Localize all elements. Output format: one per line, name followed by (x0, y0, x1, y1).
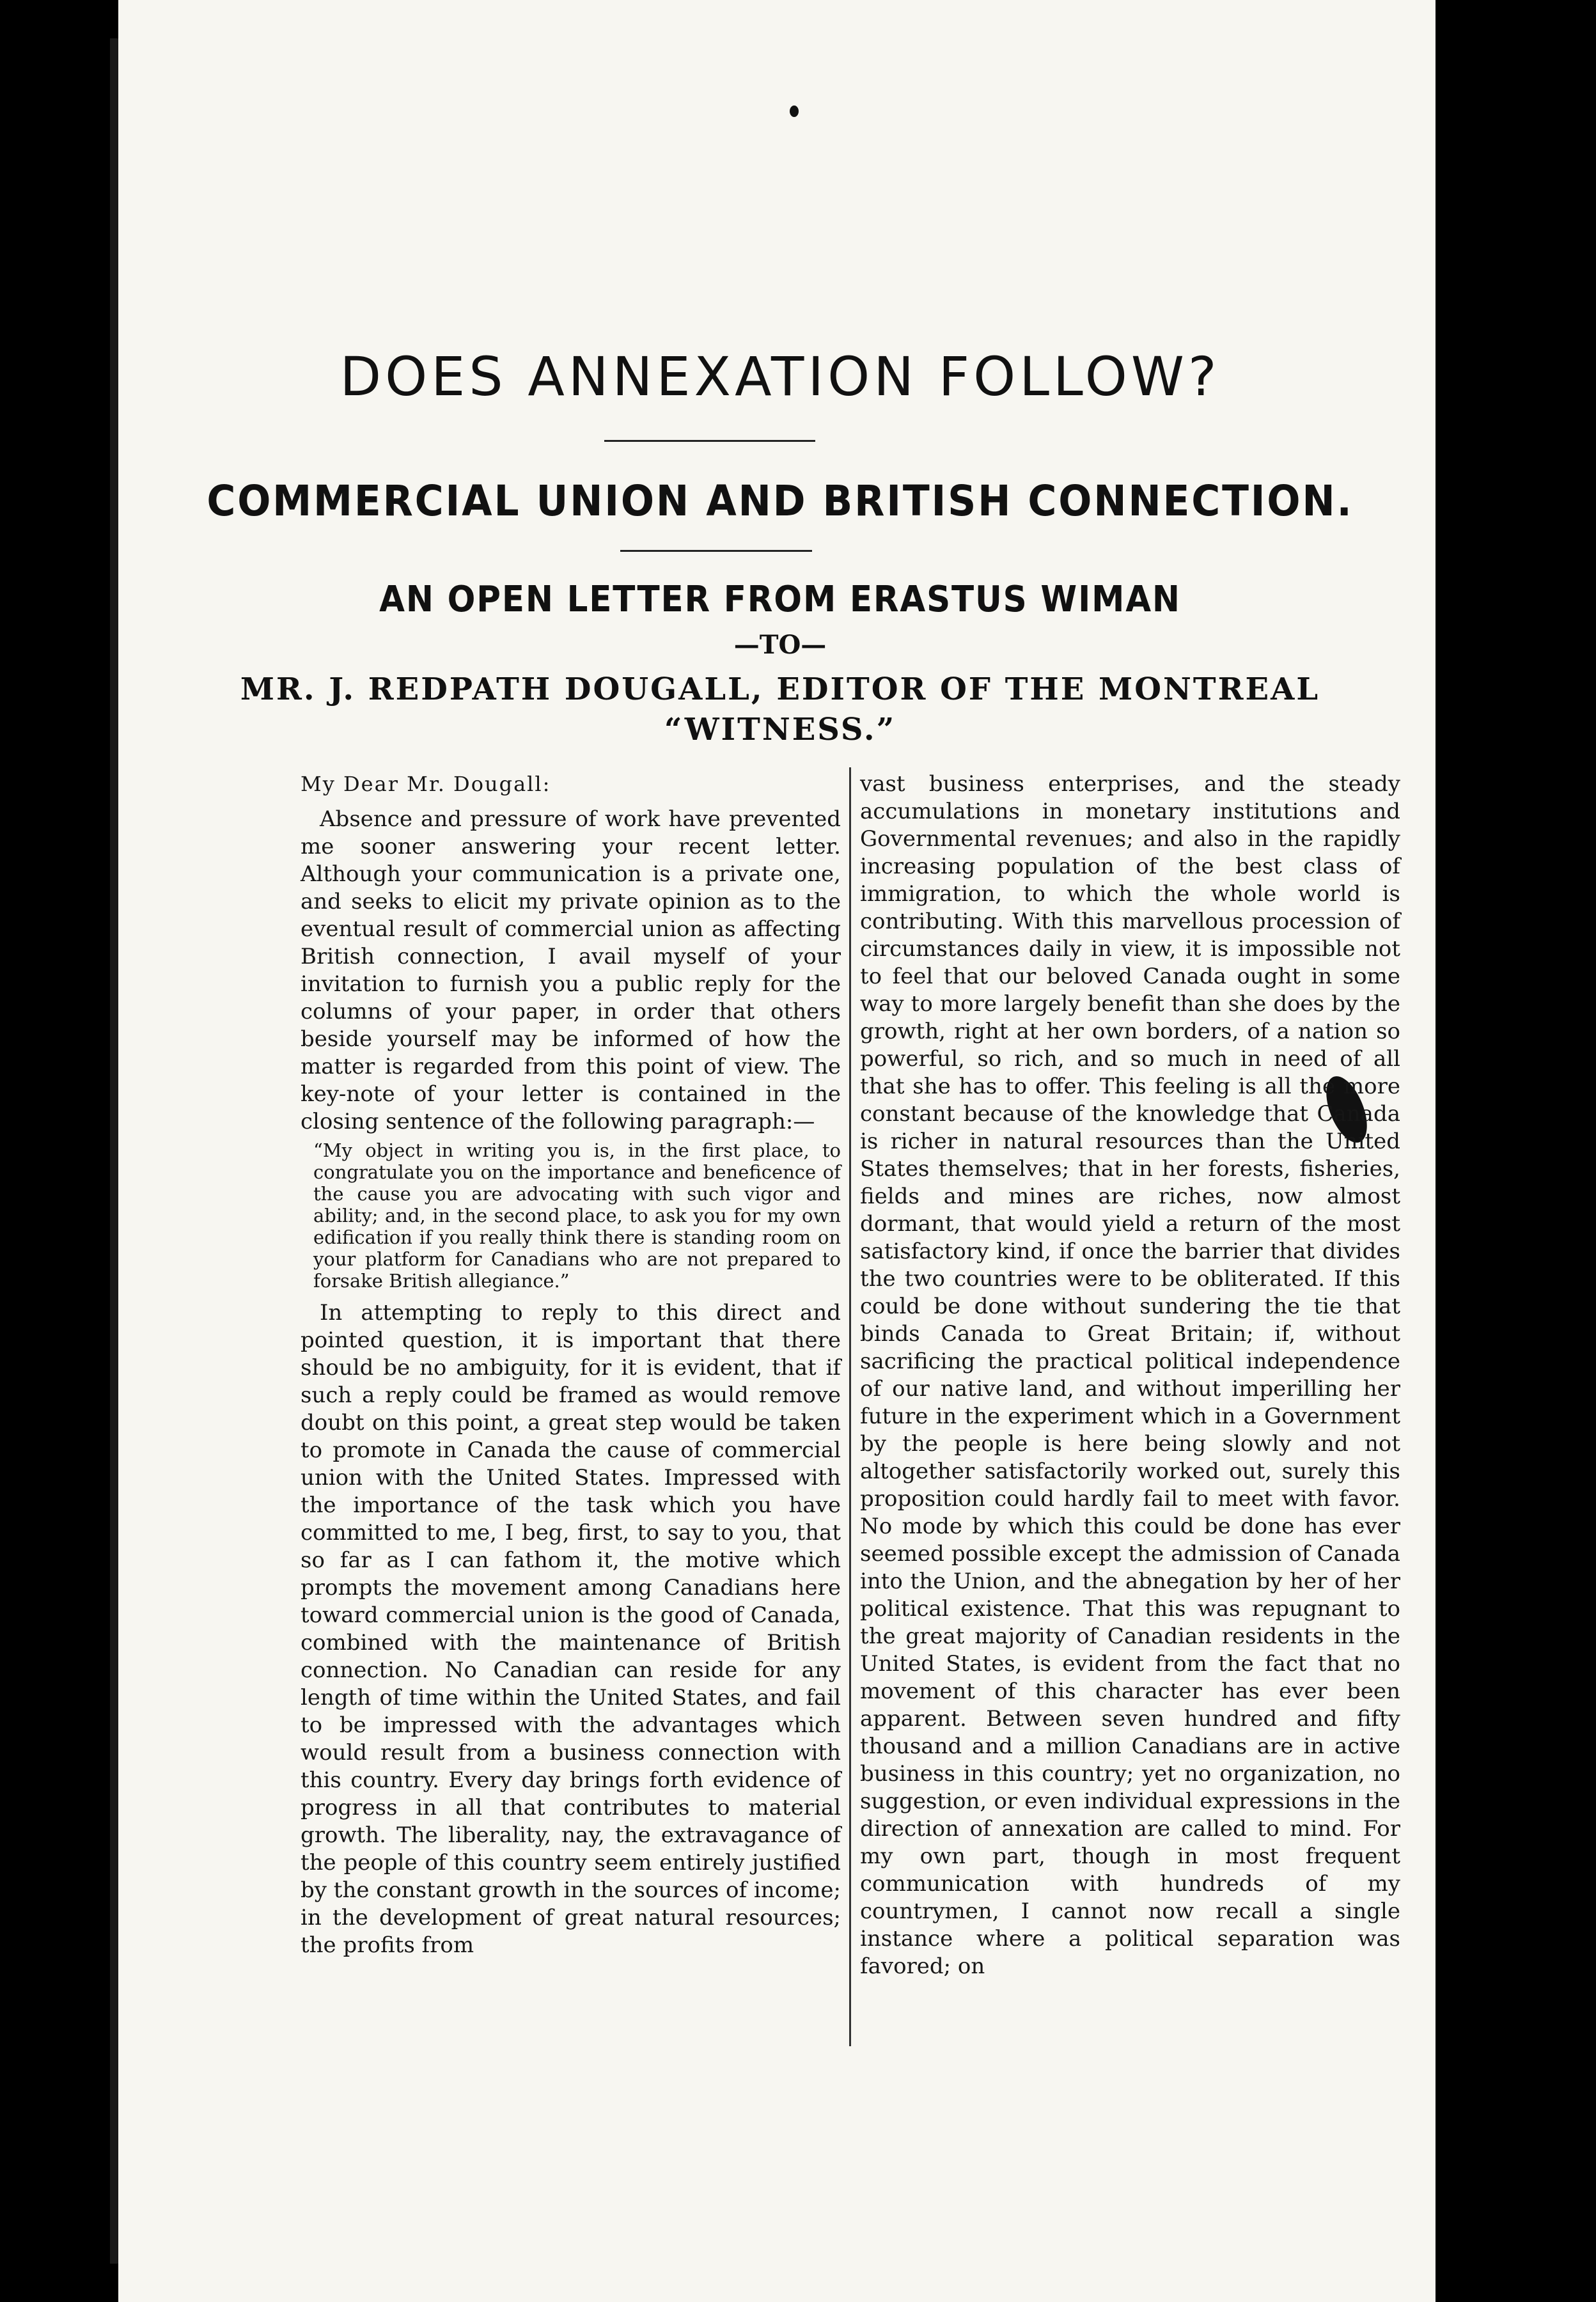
ink-speck (790, 106, 799, 117)
paragraph: Absence and pressure of work have prevented me sooner answering your recent letter. Although your communication is a private one, and seeks to elicit my private opinion as to the eventual result of commercial union as affecting British connection, I avail myself of your invitation to furnish you a public reply for the columns of your paper, in order that others beside yourself may be informed of how the matter is regarded from this point of view. The key-note of your letter is contained in the closing sentence of the following paragraph:— (301, 806, 841, 1134)
quoted-paragraph: “My object in writing you is, in the first place, to congratulate you on the importance and beneficence of the cause you are advocating with such vigor and ability; and, in the second place, to ask you for my own edification if you really think there is standing room on your platform for Canadians who are not prepared to forsake British allegiance.” (313, 1139, 841, 1292)
document-page (118, 0, 1436, 2302)
page-title: DOES ANNEXATION FOLLOW? (340, 345, 1221, 408)
connector-to: —TO— (733, 630, 827, 660)
title-rule (604, 440, 815, 442)
recipient-line-2: “WITNESS.” (664, 712, 896, 748)
page-subtitle: COMMERCIAL UNION AND BRITISH CONNECTION. (207, 476, 1354, 526)
right-column (860, 771, 1400, 1980)
left-column (301, 771, 841, 1959)
letter-heading: AN OPEN LETTER FROM ERASTUS WIMAN (379, 579, 1181, 620)
salutation: My Dear Mr. Dougall: (301, 772, 551, 796)
column-divider (849, 767, 851, 2046)
binding-spine (0, 0, 121, 2302)
subtitle-rule (620, 550, 812, 552)
paragraph: vast business enterprises, and the steady accumulations in monetary institutions and Governmental revenues; and also in the rapidly increasing population of the best class of immigration, to which the whole world is contributing. With this marvellous procession of circumstances daily in view, it is impossible not to feel that our beloved Canada ought in some way to more largely benefit than she does by the growth, right at her own borders, of a nation so powerful, so rich, and so much in need of all that she has to offer. This feeling is all the more constant because of the knowledge that Canada is richer in natural resources than the United States themselves; that in her forests, fisheries, fields and mines are riches, now almost dormant, that would yield a return of the most satisfactory kind, if once the barrier that divides the two countries were to be obliterated. If this could be done without sundering the tie that binds Canada to Great Britain; if, without sacrificing the practical political independence of our native land, and without imperilling her future in the experiment which in a Government by the people is here being slowly and not altogether satisfactorily worked out, surely this proposition could hardly fail to meet with favor. No mode by which this could be done has ever seemed possible except the admission of Canada into the Union, and the abnegation by her of her political existence. That this was repugnant to the great majority of Canadian residents in the United States, is evident from the fact that no movement of this character has ever been apparent. Between seven hundred and fifty thousand and a million Canadians are in active business in this country; yet no organization, no suggestion, or even individual expressions in the direction of annexation are called to mind. For my own part, though in most frequent communication with hundreds of my countrymen, I cannot now recall a single instance where a political separation was favored; on (860, 771, 1400, 1979)
recipient-line-1: MR. J. REDPATH DOUGALL, EDITOR OF THE MONTREAL (240, 671, 1320, 707)
paragraph: In attempting to reply to this direct and pointed question, it is important that there should be no ambiguity, for it is evident, that if such a reply could be framed as would remove doubt on this point, a great step would be taken to promote in Canada the cause of commercial union with the United States. Impressed with the importance of the task which you have committed to me, I beg, first, to say to you, that so far as I can fathom it, the motive which prompts the movement among Canadians here toward commercial union is the good of Canada, combined with the maintenance of British connection. No Canadian can reside for any length of time within the United States, and fail to be impressed with the advantages which would result from a business connection with this country. Every day brings forth evidence of progress in all that contributes to material growth. The liberality, nay, the extravagance of the people of this country seem entirely justified by the constant growth in the sources of income; in the development of great natural resources; the profits from (301, 1300, 841, 1958)
scan-border-right (1436, 0, 1596, 2302)
